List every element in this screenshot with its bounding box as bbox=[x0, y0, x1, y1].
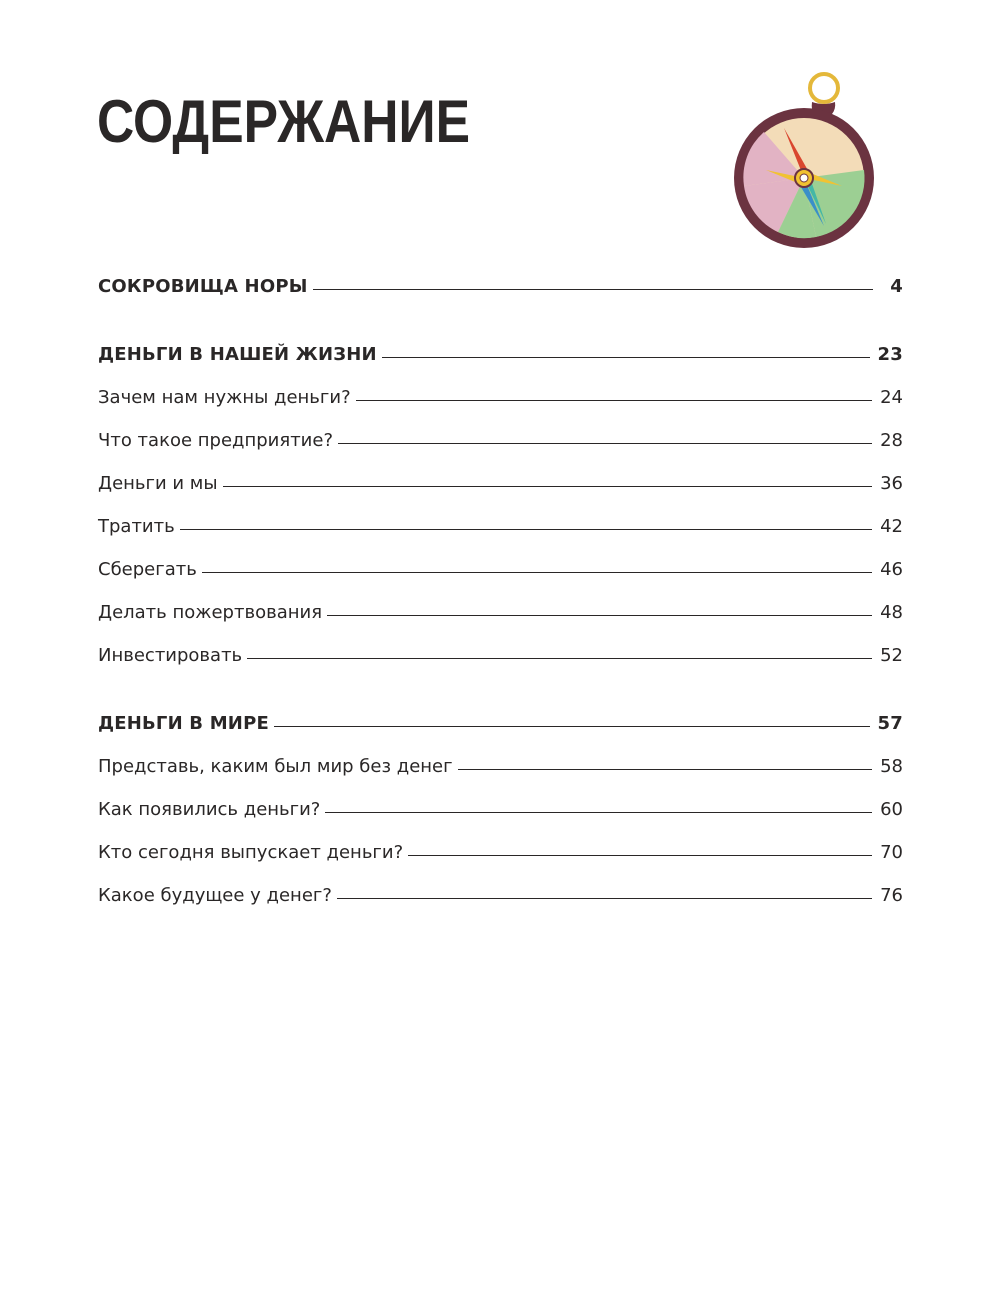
toc-page-number: 46 bbox=[880, 559, 903, 580]
toc-entry[interactable] bbox=[98, 427, 903, 470]
toc-entry[interactable] bbox=[98, 470, 903, 513]
toc-entry-label: Как появились деньги? bbox=[98, 799, 321, 820]
toc-entry[interactable] bbox=[98, 556, 903, 599]
toc-leader-line bbox=[338, 443, 872, 444]
toc-entry[interactable] bbox=[98, 753, 903, 796]
toc-entry[interactable] bbox=[98, 882, 903, 925]
toc-page-number: 57 bbox=[877, 713, 903, 734]
toc-page-number: 4 bbox=[890, 276, 903, 297]
toc-section bbox=[98, 273, 903, 316]
toc-entry-label: Зачем нам нужны деньги? bbox=[98, 387, 351, 408]
toc-section bbox=[98, 710, 903, 925]
toc-page-number: 48 bbox=[880, 602, 903, 623]
toc-entry[interactable] bbox=[98, 513, 903, 556]
toc-section-title: СОКРОВИЩА НОРЫ bbox=[98, 276, 308, 297]
toc-leader-line bbox=[313, 289, 873, 290]
toc-entry-label: Инвестировать bbox=[98, 645, 243, 666]
toc-leader-line bbox=[274, 726, 870, 727]
toc-entry[interactable] bbox=[98, 642, 903, 685]
toc-leader-line bbox=[180, 529, 872, 530]
toc-entry-label: Что такое предприятие? bbox=[98, 430, 334, 451]
toc-page-number: 23 bbox=[877, 344, 903, 365]
table-of-contents bbox=[98, 273, 903, 925]
toc-page-number: 42 bbox=[880, 516, 903, 537]
toc-leader-line bbox=[223, 486, 872, 487]
toc-leader-line bbox=[408, 855, 872, 856]
toc-leader-line bbox=[337, 898, 872, 899]
toc-page-number: 36 bbox=[880, 473, 903, 494]
compass-icon bbox=[728, 68, 880, 252]
toc-section-heading[interactable] bbox=[98, 273, 903, 316]
toc-leader-line bbox=[202, 572, 872, 573]
toc-page-number: 76 bbox=[880, 885, 903, 906]
toc-entry-label: Деньги и мы bbox=[98, 473, 218, 494]
toc-entry-label: Кто сегодня выпускает деньги? bbox=[98, 842, 404, 863]
toc-entry-label: Тратить bbox=[98, 516, 175, 537]
compass-ring bbox=[810, 74, 838, 102]
toc-section-title: ДЕНЬГИ В МИРЕ bbox=[98, 713, 269, 734]
toc-entry[interactable] bbox=[98, 839, 903, 882]
toc-entry[interactable] bbox=[98, 599, 903, 642]
toc-entry-label: Делать пожертвования bbox=[98, 602, 323, 623]
toc-section-heading[interactable] bbox=[98, 710, 903, 753]
toc-page-number: 24 bbox=[880, 387, 903, 408]
toc-page-number: 58 bbox=[880, 756, 903, 777]
toc-leader-line bbox=[325, 812, 872, 813]
toc-section-title: ДЕНЬГИ В НАШЕЙ ЖИЗНИ bbox=[98, 344, 377, 365]
toc-entry-label: Сберегать bbox=[98, 559, 197, 580]
toc-page-number: 60 bbox=[880, 799, 903, 820]
toc-page-number: 70 bbox=[880, 842, 903, 863]
toc-entry-label: Какое будущее у денег? bbox=[98, 885, 332, 906]
toc-leader-line bbox=[356, 400, 872, 401]
toc-page-number: 52 bbox=[880, 645, 903, 666]
toc-entry-label: Представь, каким был мир без денег bbox=[98, 756, 453, 777]
page-title: СОДЕРЖАНИЕ bbox=[97, 88, 471, 155]
toc-entry[interactable] bbox=[98, 796, 903, 839]
toc-section-heading[interactable] bbox=[98, 341, 903, 384]
toc-leader-line bbox=[327, 615, 872, 616]
toc-entry[interactable] bbox=[98, 384, 903, 427]
toc-page-number: 28 bbox=[880, 430, 903, 451]
toc-leader-line bbox=[458, 769, 873, 770]
toc-leader-line bbox=[247, 658, 872, 659]
toc-leader-line bbox=[382, 357, 870, 358]
toc-section bbox=[98, 341, 903, 685]
